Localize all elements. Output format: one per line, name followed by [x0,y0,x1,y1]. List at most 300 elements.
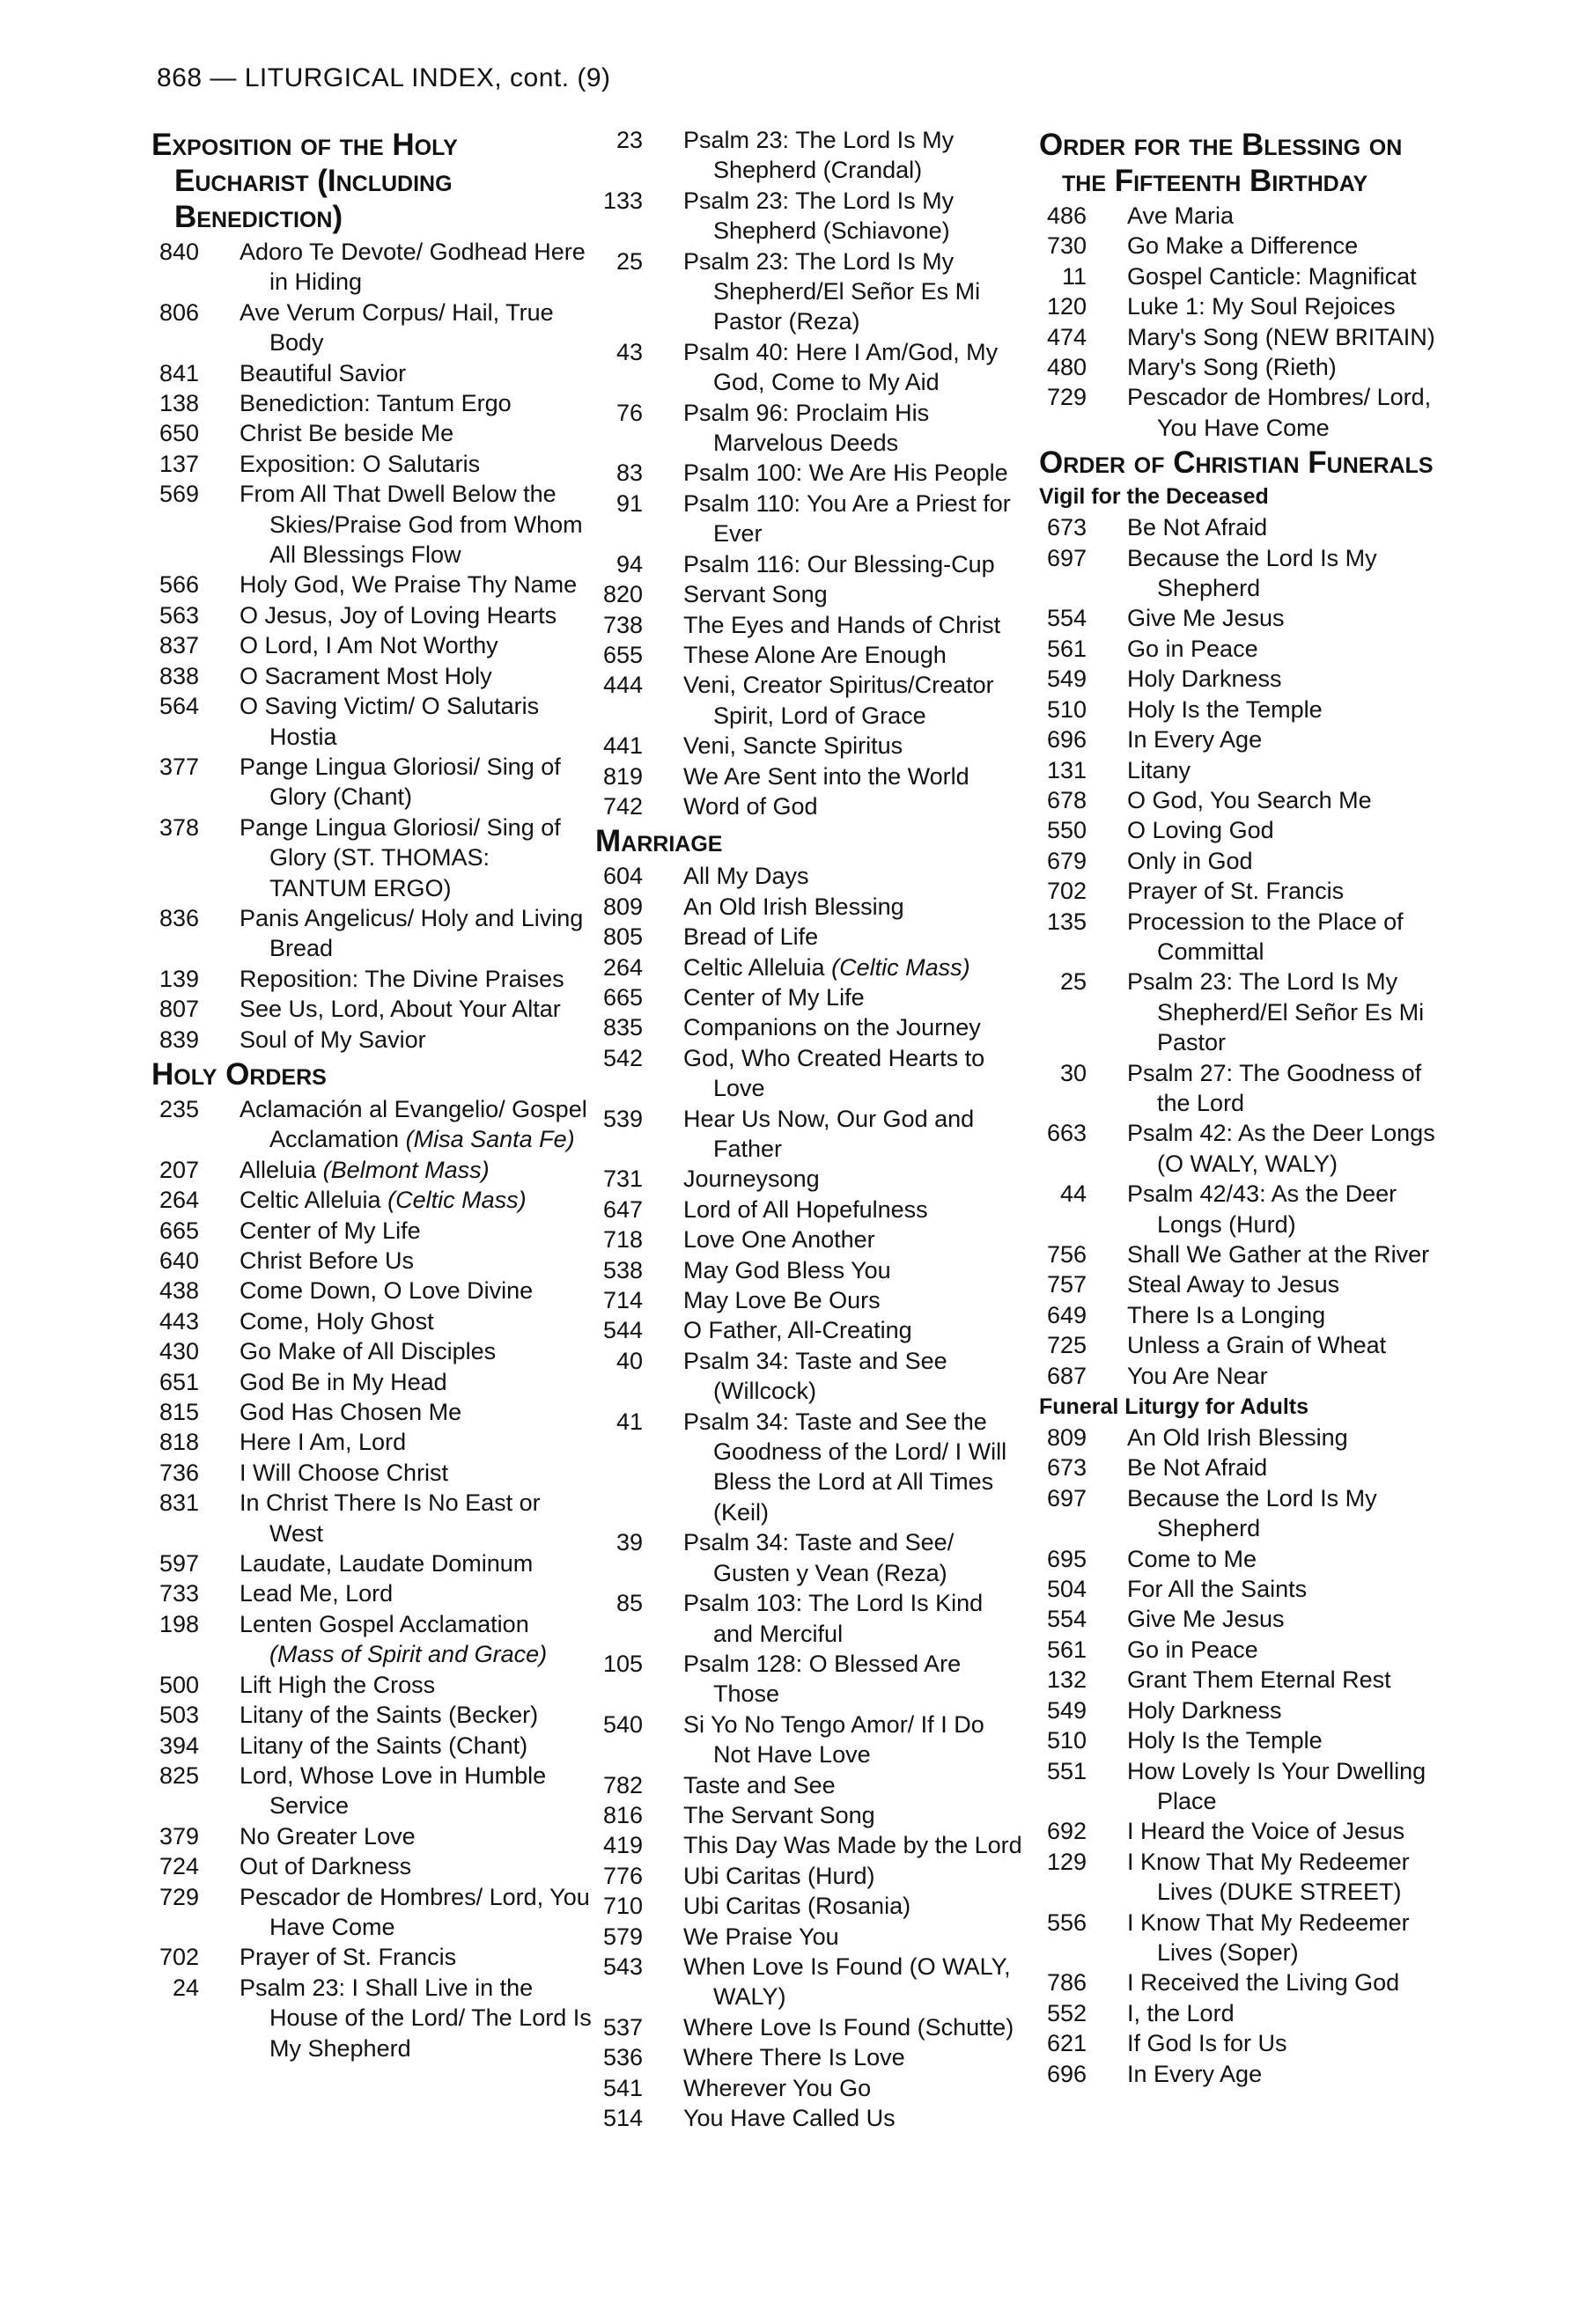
hymn-title-wrap [220,964,592,994]
index-entry [595,1800,1027,1830]
index-entry [1039,322,1453,352]
index-entry [151,1731,592,1761]
hymn-number: 673 [1046,514,1087,541]
index-entry [595,1891,1027,1921]
hymn-title-wrap [220,358,592,388]
hymn-number: 544 [602,1317,643,1344]
hymn-source: (Misa Santa Fe) [405,1126,575,1153]
index-entry [1039,2028,1453,2058]
hymn-title-wrap [220,1761,592,1821]
index-entry [1039,1058,1453,1119]
index-entry [1039,664,1453,694]
hymn-title: See Us, Lord, About Your Altar [240,996,561,1023]
index-entry [1039,1967,1453,1997]
hymn-title-wrap [664,1830,1027,1860]
index-entry [595,1104,1027,1165]
index-entry [595,125,1027,186]
hymn-number: 25 [1059,968,1087,996]
hymn-number: 757 [1046,1271,1087,1298]
index-entry [151,1670,592,1700]
section-heading: Holy Orders [151,1056,327,1092]
hymn-title: Pescador de Hombres/ Lord, You Have Come [240,1883,590,1940]
index-entry [151,813,592,903]
hymn-title: Psalm 96: Proclaim His Marvelous Deeds [683,399,930,457]
index-entry [151,358,592,388]
hymn-title-wrap [664,1588,1027,1649]
hymn-number: 419 [602,1832,643,1859]
hymn-number: 563 [158,601,199,629]
hymn-title-wrap [220,1578,592,1608]
hymn-title-wrap [220,1246,592,1276]
hymn-title-wrap [664,861,1027,891]
index-entry [151,237,592,298]
hymn-title: Mary's Song (NEW BRITAIN) [1127,323,1435,350]
hymn-title-wrap [220,1851,592,1881]
hymn-number: 379 [158,1822,199,1850]
hymn-title-wrap [1108,1635,1453,1665]
hymn-number: 444 [602,672,643,699]
hymn-number: 264 [158,1187,199,1214]
index-entry [151,1609,592,1670]
hymn-number: 697 [1046,544,1087,571]
hymn-title: Psalm 110: You Are a Priest for Ever [683,489,1011,548]
hymn-title-wrap [664,1104,1027,1165]
index-entry [151,1973,592,2063]
index-entry [595,579,1027,609]
index-entry [1039,1330,1453,1360]
hymn-number: 742 [602,792,643,820]
hymn-title: Because the Lord Is My Shepherd [1127,1484,1377,1542]
index-entry [595,2042,1027,2072]
hymn-title: Lord, Whose Love in Humble Service [240,1761,547,1820]
hymn-number: 663 [1046,1120,1087,1147]
hymn-title: You Have Called Us [683,2105,896,2131]
hymn-title-wrap [1108,1452,1453,1482]
hymn-title: Center of My Life [240,1217,421,1244]
hymn-title-wrap [1108,1330,1453,1360]
hymn-title: Panis Angelicus/ Holy and Living Bread [240,904,584,962]
hymn-title-wrap [664,246,1027,337]
hymn-number: 604 [602,863,643,890]
index-entry [151,1185,592,1215]
hymn-title: Psalm 103: The Lord Is Kind and Merciful [683,1590,984,1647]
hymn-number: 11 [1061,262,1087,290]
hymn-title-wrap [220,1488,592,1548]
hymn-number: 836 [158,904,199,931]
hymn-title: Prayer of St. Francis [1127,878,1345,905]
index-entry [1039,201,1453,231]
index-column-1 [151,125,592,2063]
hymn-title: Taste and See [683,1771,836,1798]
hymn-number: 729 [1046,384,1087,411]
hymn-title-wrap [664,579,1027,609]
hymn-title: Unless a Grain of Wheat [1127,1332,1387,1359]
hymn-title-wrap [220,813,592,903]
hymn-title-wrap [1108,724,1453,754]
section-heading: Order for the Blessing on the Fifteenth Birthday [1039,128,1403,198]
index-entry [151,994,592,1024]
hymn-title-wrap [220,691,592,752]
index-entry [1039,1574,1453,1604]
hymn-title-wrap [1108,1967,1453,1997]
hymn-title-wrap [1108,2059,1453,2089]
hymn-number: 139 [158,965,199,992]
hymn-title: Lenten Gospel Acclamation [240,1610,529,1637]
hymn-title-wrap [664,1012,1027,1042]
index-entry [151,1700,592,1730]
hymn-title-wrap [1108,1179,1453,1239]
index-entry [1039,724,1453,754]
index-entry [595,246,1027,337]
hymn-title: God Be in My Head [240,1368,447,1395]
hymn-title: Be Not Afraid [1127,514,1268,541]
hymn-number: 702 [1046,878,1087,905]
hymn-title-wrap [220,1973,592,2063]
index-entry [595,489,1027,549]
hymn-title-wrap [664,982,1027,1012]
hymn-number: 41 [616,1408,643,1435]
hymn-title-wrap [664,458,1027,488]
index-entry [595,1255,1027,1285]
hymn-title: Psalm 128: O Blessed Are Those [683,1650,962,1708]
hymn-title: Center of My Life [683,983,865,1011]
hymn-title: Luke 1: My Soul Rejoices [1127,293,1396,320]
hymn-title-wrap [664,549,1027,579]
hymn-title: Psalm 23: I Shall Live in the House of the Lord/ The Lord Is My Shepherd [240,1974,592,2062]
index-entry [595,922,1027,952]
hymn-number: 820 [602,581,643,608]
hymn-title-wrap [664,1952,1027,2012]
hymn-number: 377 [158,753,199,780]
hymn-number: 818 [158,1429,199,1456]
hymn-title-wrap [664,640,1027,670]
index-entry [1039,1816,1453,1846]
hymn-title-wrap [220,1276,592,1305]
hymn-title: Love One Another [683,1226,875,1254]
hymn-title-wrap [1108,1118,1453,1179]
hymn-title: Psalm 23: The Lord Is My Shepherd/El Señor Es Mi Pastor (Reza) [683,247,981,335]
hymn-title: Veni, Creator Spiritus/Creator Spirit, Lord of Grace [683,672,994,729]
hymn-title-wrap [1108,603,1453,633]
hymn-title: Steal Away to Jesus [1127,1271,1340,1298]
index-entry [151,1761,592,1821]
hymn-title: If God Is for Us [1127,2030,1287,2057]
hymn-number: 500 [158,1671,199,1698]
hymn-title: Veni, Sancte Spiritus [683,732,903,760]
index-entry [595,1407,1027,1528]
hymn-number: 702 [158,1944,199,1971]
hymn-number: 718 [602,1226,643,1254]
index-entry [1039,382,1453,443]
hymn-title-wrap [220,1670,592,1700]
index-entry [1039,543,1453,604]
index-entry [595,2012,1027,2042]
index-entry [595,861,1027,891]
hymn-number: 678 [1046,786,1087,813]
index-entry [151,903,592,964]
hymn-number: 564 [158,693,199,720]
hymn-title-wrap [664,1800,1027,1830]
index-entry [1039,291,1453,321]
index-entry [1039,1452,1453,1482]
index-entry [595,731,1027,761]
hymn-title-wrap [220,1216,592,1246]
hymn-number: 665 [158,1217,199,1244]
hymn-title: The Servant Song [683,1801,875,1828]
index-entry [595,1952,1027,2012]
hymn-title: We Praise You [683,1923,839,1950]
index-entry [151,1025,592,1055]
hymn-title: Ave Verum Corpus/ Hail, True Body [240,298,554,357]
index-entry [151,691,592,752]
hymn-title: O Saving Victim/ O Salutaris Hostia [240,693,540,750]
hymn-title-wrap [664,610,1027,640]
hymn-title: Ubi Caritas (Hurd) [683,1862,875,1889]
hymn-title-wrap [220,1025,592,1055]
hymn-number: 30 [1059,1059,1087,1086]
hymn-title: Lead Me, Lord [240,1580,394,1607]
hymn-title: Beautiful Savior [240,359,407,386]
hymn-title: These Alone Are Enough [683,641,947,668]
hymn-title: O Lord, I Am Not Worthy [240,632,498,659]
hymn-title-wrap [1108,352,1453,382]
hymn-title-wrap [664,337,1027,398]
index-entry [1039,1361,1453,1391]
index-entry [1039,1239,1453,1269]
hymn-title-wrap [1108,634,1453,664]
hymn-number: 504 [1046,1576,1087,1603]
hymn-title-wrap [220,1397,592,1427]
hymn-number: 538 [602,1256,643,1283]
hymn-number: 133 [602,187,643,214]
hymn-title: Holy Is the Temple [1127,1727,1323,1754]
hymn-title-wrap [220,994,592,1024]
hymn-number: 561 [1046,635,1087,662]
hymn-title-wrap [1108,815,1453,845]
hymn-title-wrap [220,418,592,448]
hymn-number: 714 [602,1287,643,1314]
index-entry [1039,1300,1453,1330]
hymn-title-wrap [220,1821,592,1851]
hymn-title: In Every Age [1127,2060,1263,2087]
index-column-2 [595,125,1027,2133]
hymn-title: All My Days [683,863,809,890]
hymn-number: 480 [1046,354,1087,381]
hymn-title-wrap [220,1094,592,1155]
index-entry [1039,967,1453,1057]
hymn-title: O Father, All-Creating [683,1317,912,1344]
section-heading: Exposition of the Holy Eucharist (Including Benediction) [151,128,458,234]
index-entry [1039,1725,1453,1755]
hymn-title-wrap [1108,876,1453,906]
index-entry [595,1922,1027,1952]
hymn-number: 825 [158,1761,199,1789]
index-entry [151,630,592,660]
hymn-number: 831 [158,1489,199,1517]
index-entry [595,791,1027,821]
index-entry [151,388,592,418]
index-entry [595,1588,1027,1649]
index-entry [595,1346,1027,1407]
hymn-title: Journeysong [683,1166,820,1193]
hymn-title-wrap [220,479,592,570]
hymn-title: Soul of My Savior [240,1026,426,1053]
hymn-number: 597 [158,1550,199,1578]
hymn-number: 541 [602,2074,643,2101]
index-entry [1039,1179,1453,1239]
hymn-title: Servant Song [683,581,828,608]
hymn-number: 816 [602,1801,643,1828]
hymn-title-wrap [220,1306,592,1336]
hymn-number: 105 [602,1650,643,1677]
index-entry [595,1527,1027,1588]
hymn-title-wrap [664,2012,1027,2042]
hymn-title-wrap [664,1255,1027,1285]
hymn-number: 132 [1046,1666,1087,1694]
index-entry [1039,261,1453,291]
index-entry [151,418,592,448]
hymn-number: 819 [602,762,643,790]
hymn-number: 264 [602,953,643,981]
hymn-number: 731 [602,1166,643,1193]
hymn-title: Lift High the Cross [240,1671,436,1698]
index-entry [1039,603,1453,633]
hymn-title-wrap [1108,1300,1453,1330]
hymn-title: I, the Lord [1127,1999,1235,2026]
index-entry [151,1458,592,1488]
hymn-title: An Old Irish Blessing [1127,1424,1348,1452]
hymn-title: Holy Darkness [1127,1696,1282,1724]
hymn-title-wrap [664,125,1027,186]
hymn-number: 687 [1046,1362,1087,1389]
page-header: 868 — LITURGICAL INDEX, cont. (9) [157,63,611,92]
hymn-title: I Will Choose Christ [240,1459,449,1486]
hymn-number: 549 [1046,666,1087,693]
hymn-title: Give Me Jesus [1127,605,1285,632]
index-entry [1039,695,1453,724]
hymn-title-wrap [664,1922,1027,1952]
hymn-title-wrap [1108,1725,1453,1755]
hymn-number: 736 [158,1459,199,1486]
hymn-title: Psalm 40: Here I Am/God, My God, Come to My Aid [683,338,999,396]
hymn-number: 24 [172,1974,199,2001]
index-entry [595,1225,1027,1254]
hymn-number: 44 [1059,1180,1087,1208]
hymn-number: 430 [158,1338,199,1365]
hymn-number: 679 [1046,847,1087,874]
hymn-number: 673 [1046,1454,1087,1482]
hymn-title: Procession to the Place of Committal [1127,908,1404,965]
index-entry [151,1851,592,1881]
hymn-title-wrap [220,752,592,813]
index-entry [1039,846,1453,876]
hymn-title-wrap [664,1407,1027,1528]
hymn-title-wrap [1108,1998,1453,2028]
hymn-title: Grant Them Eternal Rest [1127,1666,1391,1694]
index-entry [595,1164,1027,1194]
hymn-title: Lord of All Hopefulness [683,1195,928,1223]
hymn-title-wrap [1108,695,1453,724]
hymn-title: Holy Is the Temple [1127,695,1323,723]
hymn-title-wrap [664,1527,1027,1588]
index-entry [1039,634,1453,664]
hymn-number: 137 [158,450,199,477]
hymn-title-wrap [1108,322,1453,352]
hymn-number: 486 [1046,202,1087,229]
hymn-number: 724 [158,1853,199,1880]
hymn-title-wrap [220,1155,592,1185]
hymn-title: Si Yo No Tengo Amor/ If I Do Not Have Love [683,1710,984,1769]
hymn-title: May Love Be Ours [683,1287,881,1314]
hymn-title: There Is a Longing [1127,1301,1326,1328]
hymn-title: Alleluia [240,1156,317,1183]
hymn-title-wrap [1108,1574,1453,1604]
hymn-title: God Has Chosen Me [240,1399,462,1426]
hymn-title-wrap [220,388,592,418]
hymn-title-wrap [664,2073,1027,2103]
index-entry [1039,1998,1453,2028]
hymn-title-wrap [664,670,1027,731]
hymn-title: No Greater Love [240,1822,416,1850]
index-entry [151,1246,592,1276]
hymn-number: 83 [616,460,643,487]
hymn-title: Go Make of All Disciples [240,1338,497,1365]
index-entry [151,1882,592,1943]
hymn-number: 441 [602,732,643,760]
hymn-number: 569 [158,481,199,508]
index-entry [151,1821,592,1851]
hymn-title: Psalm 42/43: As the Deer Longs (Hurd) [1127,1180,1397,1238]
hymn-title-wrap [1108,755,1453,785]
hymn-number: 806 [158,298,199,326]
hymn-title-wrap [664,1346,1027,1407]
hymn-number: 549 [1046,1696,1087,1724]
hymn-number: 692 [1046,1818,1087,1845]
hymn-title: Go Make a Difference [1127,232,1359,260]
index-entry [1039,1604,1453,1634]
hymn-title-wrap [1108,1756,1453,1817]
index-entry [595,1285,1027,1315]
hymn-title: Litany of the Saints (Becker) [240,1702,539,1729]
hymn-number: 43 [616,338,643,365]
hymn-number: 131 [1046,756,1087,783]
hymn-title: Word of God [683,792,818,820]
hymn-title-wrap [1108,1908,1453,1968]
hymn-title-wrap [664,398,1027,459]
index-entry [595,1861,1027,1891]
hymn-title: Psalm 23: The Lord Is My Shepherd/El Señor Es Mi Pastor [1127,968,1425,1056]
hymn-title-wrap [220,1548,592,1578]
hymn-title: I Received the Living God [1127,1969,1400,1997]
hymn-title: Come Down, O Love Divine [240,1277,534,1305]
hymn-title-wrap [1108,1847,1453,1908]
hymn-number: 730 [1046,232,1087,260]
hymn-title: Be Not Afraid [1127,1454,1268,1482]
hymn-source: (Celtic Mass) [387,1187,527,1214]
hymn-number: 542 [602,1044,643,1071]
hymn-title: When Love Is Found (O WALY, WALY) [683,1953,1011,2011]
hymn-number: 39 [616,1529,643,1556]
index-entry [1039,1908,1453,1968]
hymn-number: 561 [1046,1636,1087,1663]
hymn-title-wrap [664,892,1027,922]
index-entry [1039,1483,1453,1544]
hymn-number: 579 [602,1923,643,1950]
hymn-title: O Loving God [1127,817,1274,844]
index-entry [595,549,1027,579]
hymn-number: 651 [158,1368,199,1395]
hymn-number: 647 [602,1195,643,1223]
